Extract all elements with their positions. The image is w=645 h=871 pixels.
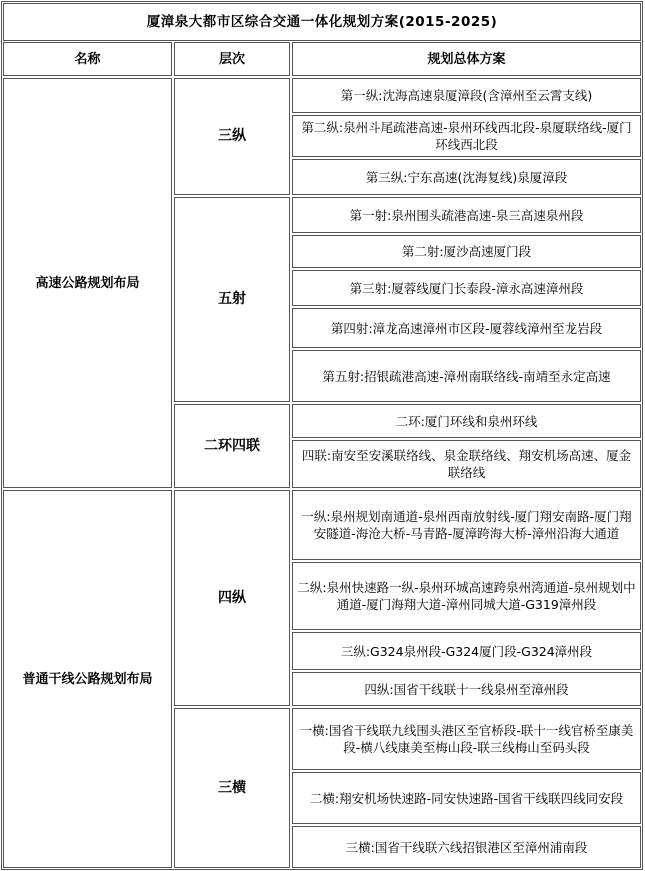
plan-item: 第三纵:宁东高速(沈海复线)泉厦漳段 — [292, 159, 641, 195]
header-plan: 规划总体方案 — [292, 42, 641, 76]
plan-item: 四纵:国省干线联十一线泉州至漳州段 — [292, 672, 641, 706]
plan-item: 第五射:招银疏港高速-漳州南联络线-南靖至永定高速 — [292, 350, 641, 402]
plan-item: 四联:南安至安溪联络线、泉金联络线、翔安机场高速、厦金联络线 — [292, 440, 641, 488]
level-label: 五射 — [174, 197, 290, 402]
level-label: 三纵 — [174, 78, 290, 195]
plan-item: 三横:国省干线联六线招银港区至漳州浦南段 — [292, 826, 641, 868]
group-name-trunk-road: 普通干线公路规划布局 — [3, 490, 172, 868]
plan-item: 第三射:厦蓉线厦门长泰段-漳永高速漳州段 — [292, 270, 641, 306]
plan-item: 第二射:厦沙高速厦门段 — [292, 235, 641, 268]
header-name: 名称 — [3, 42, 172, 76]
plan-item: 第二纵:泉州斗尾疏港高速-泉州环线西北段-泉厦联络线-厦门环线西北段 — [292, 115, 641, 157]
plan-item: 二纵:泉州快速路一纵-泉州环城高速跨泉州湾通道-泉州规划中通道-厦门海翔大道-漳州同城大道-G319漳州段 — [292, 562, 641, 630]
plan-item: 第四射:漳龙高速漳州市区段-厦蓉线漳州至龙岩段 — [292, 308, 641, 348]
plan-item: 第一射:泉州围头疏港高速-泉三高速泉州段 — [292, 197, 641, 233]
plan-item: 一横:国省干线联九线围头港区至官桥段-联十一线官桥至康美段-横八线康美至梅山段-联三线梅山至码头段 — [292, 708, 641, 770]
plan-item: 二环:厦门环线和泉州环线 — [292, 404, 641, 438]
table-title: 厦漳泉大都市区综合交通一体化规划方案(2015-2025) — [3, 3, 641, 41]
plan-item: 一纵:泉州规划南通道-泉州西南放射线-厦门翔安南路-厦门翔安隧道-海沧大桥-马青路-厦漳跨海大桥-漳州沿海大通道 — [292, 490, 641, 560]
plan-item: 第一纵:沈海高速泉厦漳段(含漳州至云霄支线) — [292, 78, 641, 113]
plan-item: 三纵:G324泉州段-G324厦门段-G324漳州段 — [292, 632, 641, 670]
plan-item: 二横:翔安机场快速路-同安快速路-国省干线联四线同安段 — [292, 772, 641, 824]
group-name-expressway: 高速公路规划布局 — [3, 78, 172, 488]
level-label: 二环四联 — [174, 404, 290, 488]
header-level: 层次 — [174, 42, 290, 76]
level-label: 四纵 — [174, 490, 290, 706]
level-label: 三横 — [174, 708, 290, 868]
